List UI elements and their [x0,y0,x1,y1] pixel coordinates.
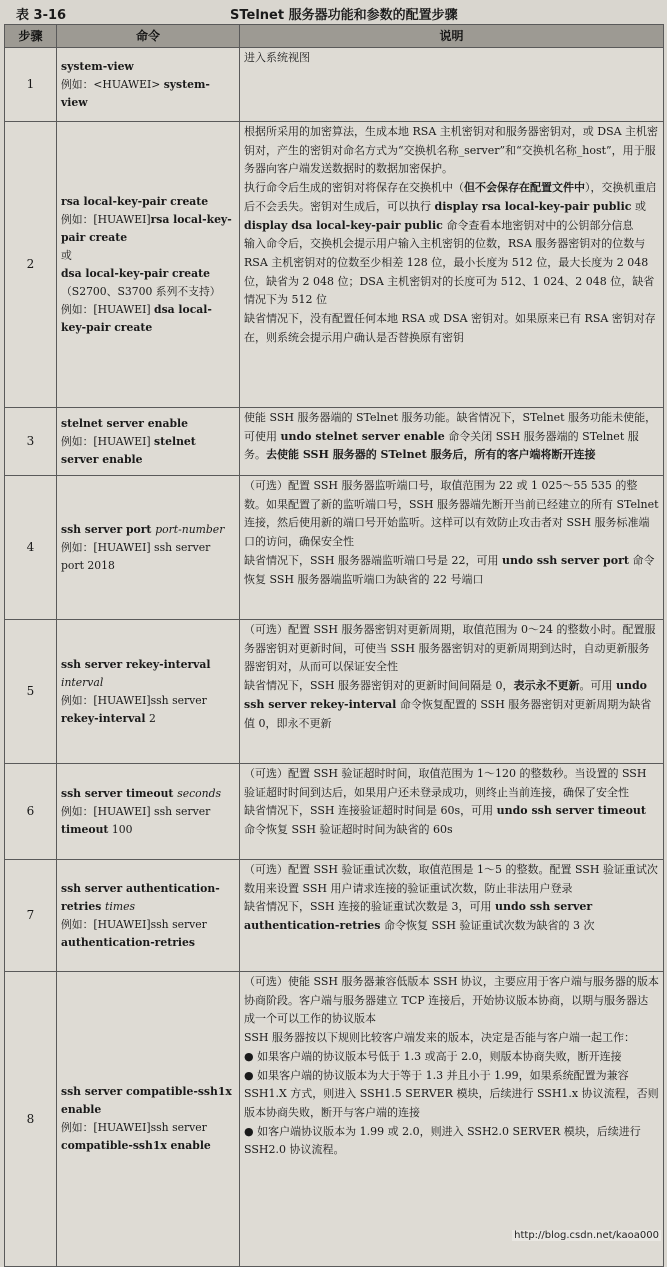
text-segment: 或 [61,248,72,262]
table-title: STelnet 服务器功能和参数的配置步骤 [230,8,458,23]
description-cell [240,122,664,408]
text-segment: times [105,899,136,913]
text-segment: system-view [61,59,134,73]
step-number: 6 [5,764,57,860]
text-segment: stelnet server enable [61,434,196,466]
text-segment: 或 [631,199,646,213]
text-segment: 100 [108,822,133,836]
text-segment: 去使能 SSH 服务器的 STelnet 服务后，所有的客户端将断开连接 [266,448,596,462]
table-row [5,620,664,764]
text-segment: ssh server port [61,522,156,536]
config-steps-table [4,24,664,1267]
command-cell [57,764,240,860]
text-segment: 缺省情况下，SSH 服务器端监听端口号是 22，可用 [244,553,502,567]
text-segment: 根据所采用的加密算法，生成本地 RSA 主机密钥对和服务器密钥对，或 DSA 主机密钥对，产生的密钥对命名方式为“交换机名称_server”和“交换机名称_host”，用于服务器向客户端发送数据时的数据加密保护。 [244,125,659,176]
text-segment: （可选）配置 SSH 服务器监听端口号，取值范围为 22 或 1 025～55 535 的整数。如果配置了新的监听端口号，SSH 服务器端先断开当前已经建立的所有 STelnet 连接，然后使用新的端口号开始监听。这样可以有效防止攻击者对 SSH 服务标准端口的访问，确保安全性 [244,479,659,549]
text-segment: （可选）配置 SSH 验证重试次数，取值范围是 1～5 的整数。配置 SSH 验证重试次数用来设置 SSH 用户请求连接的验证重试次数，防止非法用户登录 [244,863,658,895]
text-segment: compatible-ssh1x enable [61,1139,211,1152]
text-segment: display rsa local-key-pair public [434,199,632,213]
text-segment: 表示永不更新 [513,679,580,693]
text-segment: ● 如果客户端的协议版本为大于等于 1.3 并且小于 1.99，如果系统配置为兼容 SSH1.X 方式，则进入 SSH1.5 SERVER 模块，后续进行 SSH1.x 协议流程，否则版本协商失败，断开与客户端的连接 [244,1068,659,1119]
text-segment: 使能 SSH 服务器端的 STelnet 服务功能。缺省情况下，STelnet 服务功能未使能，可使用 [244,411,657,443]
step-number: 2 [5,122,57,408]
table-row [5,476,664,620]
text-segment: interval [61,675,104,689]
step-number: 4 [5,476,57,620]
description-cell [240,408,664,476]
text-segment: port-number [155,522,225,536]
table-header-row [5,25,664,48]
text-segment: 执行命令后生成的密钥对将保存在交换机中（ [244,181,464,195]
text-segment: 例如：[HUAWEI]ssh server [61,917,207,931]
description-cell [240,972,664,1267]
text-segment: 例如：<HUAWEI> [61,77,164,91]
text-segment: 缺省情况下，SSH 连接的验证重试次数是 3，可用 [244,900,495,914]
table-row [5,972,664,1267]
text-segment: 缺省情况下，没有配置任何本地 RSA 或 DSA 密钥对。如果原来已有 RSA 密钥对存在，则系统会提示用户确认是否替换原有密钥 [244,312,656,344]
text-segment: SSH 服务器按以下规则比较客户端发来的版本，决定是否能与客户端一起工作： [244,1031,635,1045]
text-segment: display dsa local-key-pair public [244,218,443,232]
command-cell [57,476,240,620]
table-number: 表 3-16 [16,8,67,23]
text-segment: rsa local-key-pair create [61,212,232,244]
text-segment: ），交换机重启后不会丢失。密钥对生成后，可以执行 [244,181,657,213]
text-segment: seconds [177,786,222,800]
description-cell [240,48,664,122]
table-row [5,860,664,972]
text-segment: undo ssh server rekey-interval [244,679,647,711]
description-cell [240,620,664,764]
text-segment: 命令恢复 SSH 服务器端监听端口为缺省的 22 号端口 [244,553,655,586]
text-segment: 缺省情况下，SSH 连接验证超时时间是 60s，可用 [244,804,497,818]
text-segment: timeout [61,822,109,836]
text-segment: 缺省情况下，SSH 服务器密钥对的更新时间间隔是 0， [244,679,514,693]
command-cell [57,408,240,476]
text-segment: dsa local-key-pair create [61,302,212,334]
text-segment: 进入系统视图 [244,51,310,64]
text-segment: dsa local-key-pair create [61,266,211,280]
text-segment: 命令查看本地密钥对中的公钥部分信息 [442,218,634,232]
command-cell [57,48,240,122]
command-cell [57,122,240,408]
text-segment: 命令恢复配置的 SSH 服务器密钥对更新周期为缺省值 0，即永不更新 [244,697,652,730]
text-segment: authentication-retries [61,935,195,949]
text-segment: 例如：[HUAWEI] [61,212,151,226]
table-row [5,48,664,122]
header-step: 步骤 [5,25,57,48]
text-segment: 输入命令后，交换机会提示用户输入主机密钥的位数，RSA 服务器密钥对的位数与 RSA 主机密钥对的位数至少相差 128 位，最小长度为 512 位，最大长度为 2 048 位，缺省为 2 048 位；DSA 主机密钥对的长度可为 512、1 024、2 048 位，缺省情况下为 512 位 [244,237,655,307]
description-cell [240,764,664,860]
text-segment: ● 如客户端协议版本为 1.99 或 2.0，则进入 SSH2.0 SERVER 模块，后续进行 SSH2.0 协议流程。 [244,1124,641,1157]
text-segment: 例如：[HUAWEI] ssh server port 2018 [61,540,211,572]
command-cell [57,620,240,764]
table-row [5,408,664,476]
text-segment: ssh server authentication-retries [61,881,220,913]
text-segment: （可选）配置 SSH 服务器密钥对更新周期，取值范围为 0～24 的整数小时。配置服务器密钥对更新时间，可使当 SSH 服务器密钥对的更新周期到达时，自动更新服务器密钥对，从而可以保证安全性 [244,623,656,674]
header-command: 命令 [57,25,240,48]
text-segment: undo ssh server authentication-retries [244,900,593,933]
table-row [5,764,664,860]
step-number: 7 [5,860,57,972]
text-segment: 例如：[HUAWEI] [61,302,155,316]
text-segment: 但不会保存在配置文件中 [464,181,585,195]
text-segment: 命令恢复 SSH 验证重试次数为缺省的 3 次 [380,919,595,933]
text-segment: 例如：[HUAWEI]ssh server [61,1121,207,1134]
text-segment: 例如：[HUAWEI]ssh server [61,693,207,707]
text-segment: 。可用 [579,679,616,693]
table-caption [8,2,659,22]
text-segment: （可选）使能 SSH 服务器兼容低版本 SSH 协议，主要应用于客户端与服务器的版本协商阶段。客户端与服务器建立 TCP 连接后，开始协议版本协商，以期与服务器达成一个可以工作的协议版本 [244,975,659,1026]
text-segment: undo ssh server port [501,553,629,567]
step-number: 5 [5,620,57,764]
table-row [5,122,664,408]
text-segment: ssh server timeout [61,786,178,800]
text-segment: ssh server compatible-ssh1x enable [61,1085,232,1116]
text-segment: 命令恢复 SSH 验证超时时间为缺省的 60s [244,823,453,837]
text-segment: （S2700、S3700 系列不支持） [61,284,221,298]
description-cell [240,476,664,620]
text-segment: rekey-interval [61,711,146,725]
text-segment: stelnet server enable [61,416,188,430]
text-segment: undo stelnet server enable [280,429,445,443]
text-segment: ssh server rekey-interval [61,657,211,671]
command-cell [57,972,240,1267]
text-segment: 命令关闭 SSH 服务器端的 STelnet 服务。 [244,429,639,462]
text-segment: rsa local-key-pair create [61,194,209,208]
command-cell [57,860,240,972]
step-number: 8 [5,972,57,1267]
text-segment: system-view [61,77,210,109]
text-segment: 例如：[HUAWEI] ssh server [61,804,211,818]
description-cell [240,860,664,972]
text-segment: ● 如果客户端的协议版本号低于 1.3 或高于 2.0，则版本协商失败，断开连接 [244,1049,622,1063]
text-segment: （可选）配置 SSH 验证超时时间，取值范围为 1～120 的整数秒。当设置的 SSH 验证超时时间到达后，如果用户还未登录成功，则终止当前连接，确保了安全性 [244,767,647,799]
step-number: 1 [5,48,57,122]
header-description: 说明 [240,25,664,48]
watermark-url: http://blog.csdn.net/kaoa000 [514,1230,659,1241]
text-segment: 例如：[HUAWEI] [61,434,155,448]
text-segment: 2 [145,711,156,725]
text-segment: undo ssh server timeout [496,804,646,818]
step-number: 3 [5,408,57,476]
